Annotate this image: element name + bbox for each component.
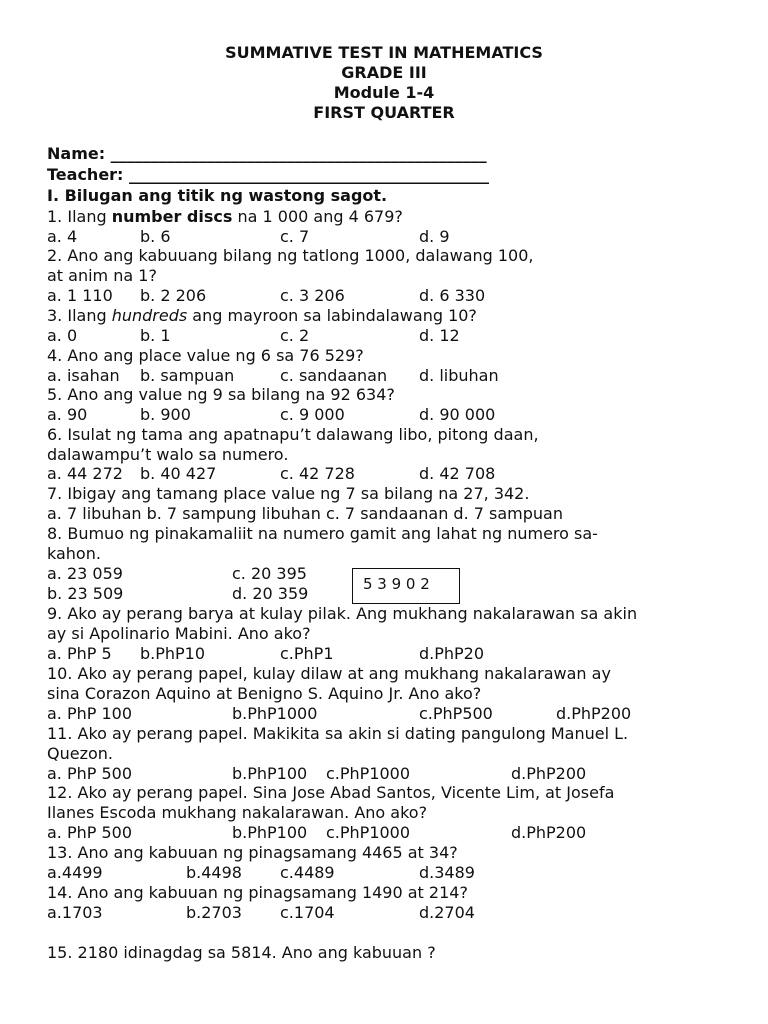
q12-choice-a: a. PhP 500: [47, 823, 133, 842]
q3-choice-d: d. 12: [419, 326, 460, 345]
question-1: 1. Ilang number discs na 1 000 ang 4 679?: [47, 207, 403, 226]
question-2-line-2: at anim na 1?: [47, 266, 157, 285]
q5-choice-a: a. 90: [47, 405, 88, 424]
question-5: 5. Ano ang value ng 9 sa bilang na 92 634?: [47, 385, 395, 404]
q2-choice-c: c. 3 206: [280, 286, 345, 305]
q13-choice-b: b.4498: [186, 863, 242, 882]
digit-box: 5 3 9 0 2: [352, 568, 460, 604]
question-12-line-2: Ilanes Escoda mukhang nakalarawan. Ano ako?: [47, 803, 428, 822]
question-6-line-2: dalawampu’t walo sa numero.: [47, 445, 289, 464]
q11-choice-b: b.PhP100: [232, 764, 308, 783]
q12-choice-c: c.PhP1000: [326, 823, 411, 842]
question-8-line-1: 8. Bumuo ng pinakamaliit na numero gamit ang lahat ng numero sa-: [47, 524, 598, 543]
q2-choice-a: a. 1 110: [47, 286, 113, 305]
q2-choice-d: d. 6 330: [419, 286, 486, 305]
q6-choice-c: c. 42 728: [280, 464, 355, 483]
quarter-label: FIRST QUARTER: [313, 103, 455, 122]
q11-choice-a: a. PhP 500: [47, 764, 133, 783]
question-7: 7. Ibigay ang tamang place value ng 7 sa bilang na 27, 342.: [47, 484, 530, 503]
test-title: SUMMATIVE TEST IN MATHEMATICS: [225, 43, 543, 62]
question-15: 15. 2180 idinagdag sa 5814. Ano ang kabuuan ?: [47, 943, 436, 962]
q12-choice-b: b.PhP100: [232, 823, 308, 842]
q7-choices: a. 7 libuhan b. 7 sampung libuhan c. 7 sandaanan d. 7 sampuan: [47, 504, 563, 523]
q11-choice-d: d.PhP200: [511, 764, 587, 783]
question-9-line-1: 9. Ako ay perang barya at kulay pilak. Ang mukhang nakalarawan sa akin: [47, 604, 638, 623]
q9-choice-c: c.PhP1: [280, 644, 334, 663]
instruction: I. Bilugan ang titik ng wastong sagot.: [47, 186, 388, 205]
question-11-line-2: Quezon.: [47, 744, 113, 763]
q14-choice-b: b.2703: [186, 903, 242, 922]
q6-choice-b: b. 40 427: [140, 464, 217, 483]
question-13: 13. Ano ang kabuuan ng pinagsamang 4465 at 34?: [47, 843, 458, 862]
q2-choice-b: b. 2 206: [140, 286, 207, 305]
question-2-line-1: 2. Ano ang kabuuang bilang ng tatlong 1000, dalawang 100,: [47, 246, 534, 265]
q4-choice-a: a. isahan: [47, 366, 120, 385]
name-field: Name: _______________________________________________: [47, 144, 487, 163]
q6-choice-a: a. 44 272: [47, 464, 123, 483]
module-label: Module 1-4: [333, 83, 435, 102]
q4-choice-c: c. sandaanan: [280, 366, 388, 385]
q13-choice-d: d.3489: [419, 863, 475, 882]
q9-choice-a: a. PhP 5: [47, 644, 112, 663]
q10-choice-b: b.PhP1000: [232, 704, 318, 723]
q10-choice-d: d.PhP200: [556, 704, 632, 723]
q10-choice-a: a. PhP 100: [47, 704, 133, 723]
q14-choice-c: c.1704: [280, 903, 335, 922]
teacher-field: Teacher: _____________________________________________: [47, 165, 490, 184]
q14-choice-d: d.2704: [419, 903, 475, 922]
q5-choice-d: d. 90 000: [419, 405, 496, 424]
question-4: 4. Ano ang place value ng 6 sa 76 529?: [47, 346, 364, 365]
question-10-line-2: sina Corazon Aquino at Benigno S. Aquino Jr. Ano ako?: [47, 684, 482, 703]
q4-choice-b: b. sampuan: [140, 366, 235, 385]
q5-choice-c: c. 9 000: [280, 405, 345, 424]
q6-choice-d: d. 42 708: [419, 464, 496, 483]
grade-level: GRADE III: [341, 63, 427, 82]
q14-choice-a: a.1703: [47, 903, 103, 922]
question-12-line-1: 12. Ako ay perang papel. Sina Jose Abad Santos, Vicente Lim, at Josefa: [47, 783, 615, 802]
q9-choice-b: b.PhP10: [140, 644, 206, 663]
q5-choice-b: b. 900: [140, 405, 191, 424]
q1-choice-c: c. 7: [280, 227, 310, 246]
q8-choice-a: a. 23 059: [47, 564, 123, 583]
question-11-line-1: 11. Ako ay perang papel. Makikita sa akin si dating pangulong Manuel L.: [47, 724, 629, 743]
q3-choice-b: b. 1: [140, 326, 171, 345]
q3-choice-c: c. 2: [280, 326, 310, 345]
q13-choice-a: a.4499: [47, 863, 103, 882]
question-8-line-2: kahon.: [47, 544, 101, 563]
q12-choice-d: d.PhP200: [511, 823, 587, 842]
q13-choice-c: c.4489: [280, 863, 335, 882]
q8-choice-c: c. 20 395: [232, 564, 307, 583]
q9-choice-d: d.PhP20: [419, 644, 485, 663]
question-3: 3. Ilang hundreds ang mayroon sa labindalawang 10?: [47, 306, 477, 325]
q10-choice-c: c.PhP500: [419, 704, 493, 723]
q1-choice-d: d. 9: [419, 227, 450, 246]
q8-choice-b: b. 23 509: [47, 584, 124, 603]
question-9-line-2: ay si Apolinario Mabini. Ano ako?: [47, 624, 311, 643]
q1-choice-b: b. 6: [140, 227, 171, 246]
q1-choice-a: a. 4: [47, 227, 78, 246]
q3-choice-a: a. 0: [47, 326, 78, 345]
q11-choice-c: c.PhP1000: [326, 764, 411, 783]
q4-choice-d: d. libuhan: [419, 366, 499, 385]
question-6-line-1: 6. Isulat ng tama ang apatnapu’t dalawang libo, pitong daan,: [47, 425, 539, 444]
question-14: 14. Ano ang kabuuan ng pinagsamang 1490 at 214?: [47, 883, 468, 902]
q8-choice-d: d. 20 359: [232, 584, 309, 603]
question-10-line-1: 10. Ako ay perang papel, kulay dilaw at ang mukhang nakalarawan ay: [47, 664, 611, 683]
